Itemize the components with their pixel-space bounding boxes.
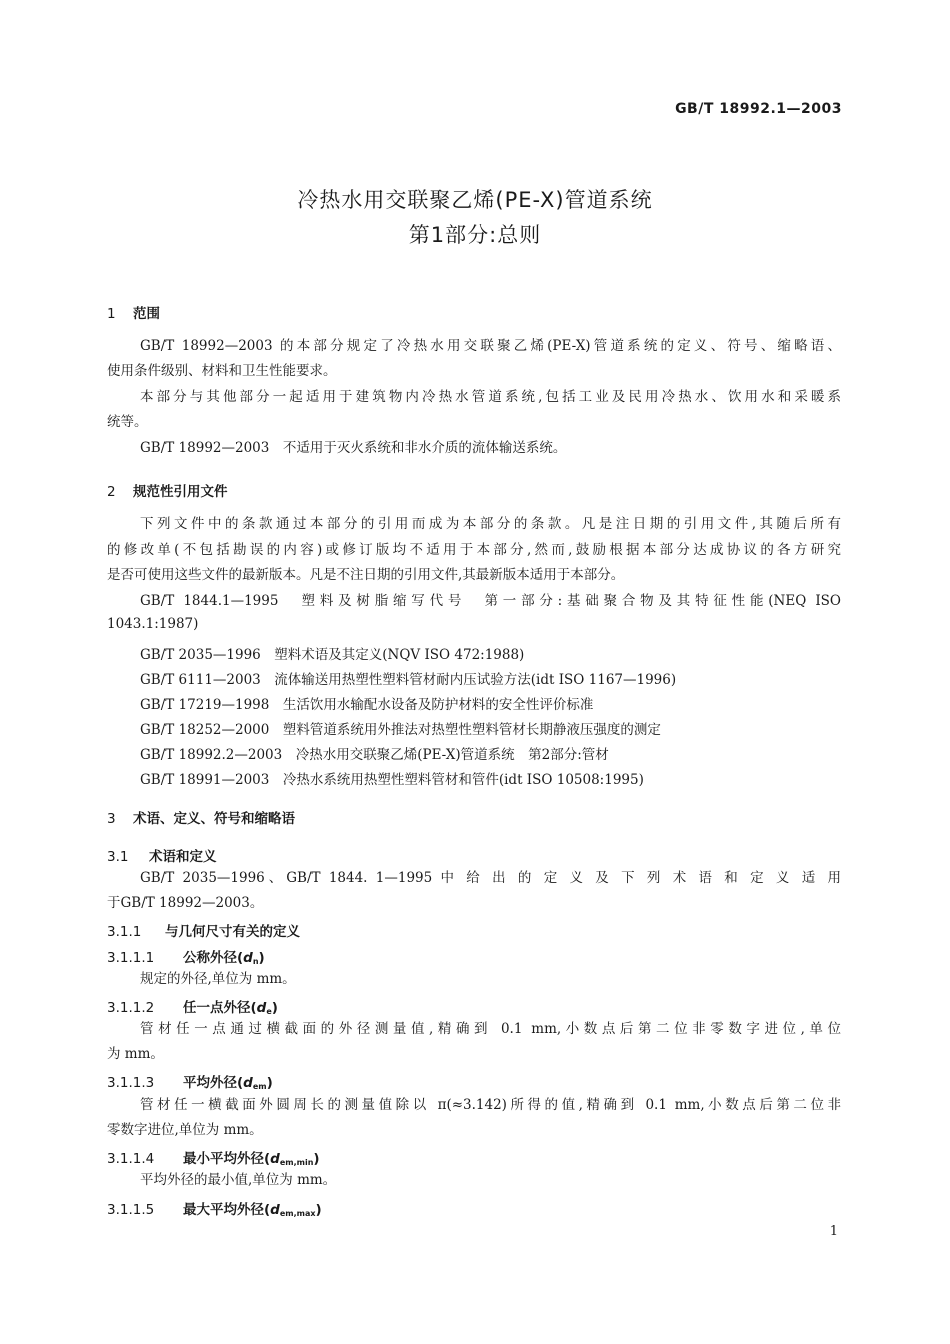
paragraph: GB/T 2035—1996、GB/T 1844. 1—1995 中 给 出 的 定 义 及 下 列 术 语 和 定 义 适 用 [140, 870, 841, 886]
reference-item: GB/T 6111—2003 流体输送用热塑性塑料管材耐内压试验方法(idt ISO 1167—1996) [140, 672, 677, 688]
section-title: 术语、定义、符号和缩略语 [133, 811, 295, 827]
subsection-title: 术语和定义 [149, 849, 217, 865]
paragraph: 是否可使用这些文件的最新版本。凡是不注日期的引用文件,其最新版本适用于本部分。 [107, 567, 625, 583]
paragraph: 下列文件中的条款通过本部分的引用而成为本部分的条款。凡是注日期的引用文件,其随后所有 [140, 516, 841, 532]
term-close-paren: ) [258, 950, 265, 966]
paragraph: 使用条件级别、材料和卫生性能要求。 [107, 363, 337, 379]
term-definition: 管材任一点通过横截面的外径测量值,精确到 0.1 mm,小数点后第二位非零数字进位,单位 [140, 1021, 841, 1037]
subsection-number: 3.1 [107, 849, 129, 865]
term-title: 公称外径( [183, 950, 244, 966]
term-symbol-subscript: e [266, 1007, 272, 1016]
term-heading [107, 1071, 273, 1091]
reference-item: GB/T 18992.2—2003 冷热水用交联聚乙烯(PE-X)管道系统 第2部分:管材 [140, 747, 609, 763]
reference-item: GB/T 2035—1996 塑料术语及其定义(NQV ISO 472:1988) [140, 647, 525, 663]
reference-item: GB/T 18991—2003 冷热水系统用热塑性塑料管材和管件(idt ISO 10508:1995) [140, 772, 644, 788]
term-symbol-subscript: n [252, 957, 259, 966]
section-number: 1 [107, 306, 116, 322]
term-close-paren: ) [271, 1000, 278, 1016]
paragraph: 本部分与其他部分一起适用于建筑物内冷热水管道系统,包括工业及民用冷热水、饮用水和采暖系 [140, 389, 841, 405]
term-number: 3.1.1.5 [107, 1202, 155, 1218]
term-definition: 为 mm。 [107, 1046, 164, 1062]
term-number: 3.1.1.4 [107, 1151, 155, 1167]
term-heading [107, 996, 278, 1016]
page-number: 1 [829, 1224, 838, 1239]
document-title: 冷热水用交联聚乙烯(PE-X)管道系统 [297, 188, 653, 212]
term-title: 任一点外径( [183, 1000, 257, 1016]
term-heading [107, 1147, 320, 1167]
term-symbol-subscript: em,min [279, 1158, 314, 1167]
term-title: 最小平均外径( [183, 1151, 271, 1167]
subsection-heading [107, 845, 217, 865]
paragraph: GB/T 18992—2003 的本部分规定了冷热水用交联聚乙烯(PE-X)管道系统的定义、符号、缩略语、 [140, 338, 841, 354]
section-title: 范围 [133, 306, 160, 322]
term-close-paren: ) [313, 1151, 320, 1167]
term-title: 最大平均外径( [183, 1202, 271, 1218]
document-subtitle: 第1部分:总则 [408, 223, 542, 247]
paragraph: 的修改单(不包括勘误的内容)或修订版均不适用于本部分,然而,鼓励根据本部分达成协议的各方研究 [107, 542, 841, 558]
paragraph: 于GB/T 18992—2003。 [107, 895, 264, 911]
section-1-heading [107, 302, 160, 322]
term-symbol-subscript: em [252, 1082, 267, 1091]
subsection-heading [107, 920, 300, 940]
reference-item: GB/T 1844.1—1995 塑料及树脂缩写代号 第一部分:基础聚合物及其特征性能(NEQ ISO [140, 593, 841, 609]
term-symbol: d [256, 1000, 267, 1016]
paragraph: 统等。 [107, 414, 148, 430]
standard-code: GB/T 18992.1—2003 [675, 101, 842, 117]
reference-item: GB/T 18252—2000 塑料管道系统用外推法对热塑性塑料管材长期静液压强度的测定 [140, 722, 661, 738]
term-heading [107, 946, 265, 966]
section-3-heading [107, 807, 295, 827]
term-symbol: d [243, 950, 253, 966]
section-title: 规范性引用文件 [133, 484, 228, 500]
paragraph: GB/T 18992—2003 不适用于灭火系统和非水介质的流体输送系统。 [140, 440, 567, 456]
section-number: 2 [107, 484, 116, 500]
section-number: 3 [107, 811, 116, 827]
term-number: 3.1.1.2 [107, 1000, 155, 1016]
term-definition: 管材任一横截面外圆周长的测量值除以 π(≈3.142)所得的值,精确到 0.1 mm,小数点后第二位非 [140, 1097, 841, 1113]
term-heading [107, 1198, 322, 1218]
term-number: 3.1.1.1 [107, 950, 155, 966]
term-symbol: d [243, 1075, 253, 1091]
reference-item: 1043.1:1987) [107, 616, 199, 632]
term-title: 平均外径( [183, 1075, 244, 1091]
reference-item: GB/T 17219—1998 生活饮用水输配水设备及防护材料的安全性评价标准 [140, 697, 594, 713]
subsection-number: 3.1.1 [107, 924, 142, 940]
term-close-paren: ) [266, 1075, 273, 1091]
term-close-paren: ) [315, 1202, 322, 1218]
section-2-heading [107, 480, 228, 500]
term-symbol-subscript: em,max [279, 1209, 316, 1218]
term-definition: 规定的外径,单位为 mm。 [140, 971, 296, 987]
term-number: 3.1.1.3 [107, 1075, 155, 1091]
term-symbol: d [270, 1202, 280, 1218]
term-definition: 平均外径的最小值,单位为 mm。 [140, 1172, 337, 1188]
term-symbol: d [270, 1151, 280, 1167]
term-definition: 零数字进位,单位为 mm。 [107, 1122, 263, 1138]
subsection-title: 与几何尺寸有关的定义 [165, 924, 300, 940]
